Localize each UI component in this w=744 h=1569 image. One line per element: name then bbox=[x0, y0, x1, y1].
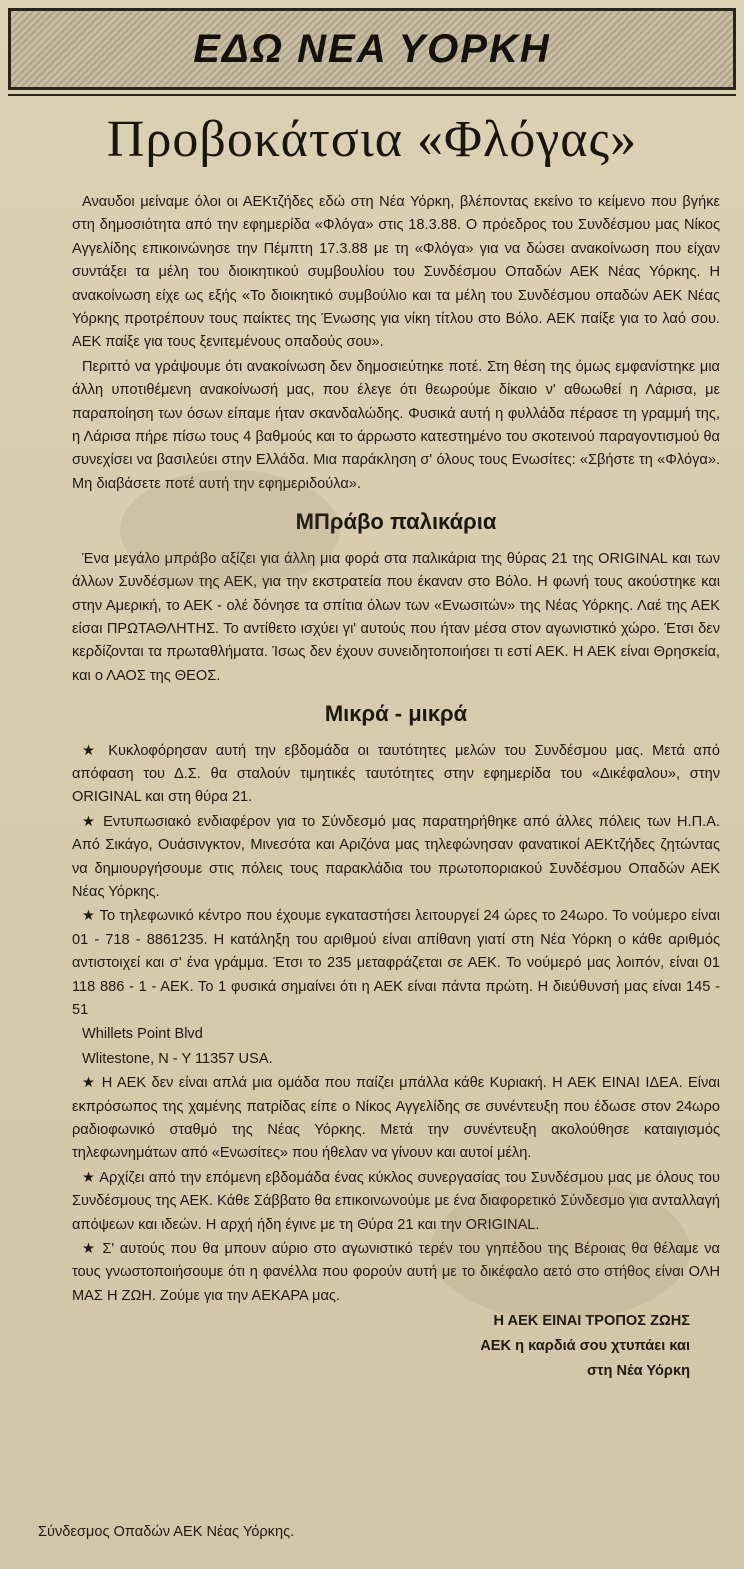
article-headline: Προβοκάτσια «Φλόγας» bbox=[106, 111, 638, 168]
bravo-paragraph: Ένα μεγάλο μπράβο αξίζει για άλλη μια φορά στα παλικάρια της θύρας 21 της ORIGINAL και των άλλων Συνδέσμων της ΑΕΚ, για την εκστρατεία που έκαναν στο Βόλο. Η φωνή τους ακούστηκε και στην Αμερική, το ΑΕΚ - ολέ δόνησε τα σπίτια όλων των «Ενωσιτών» της Νέας Υόρκης. Λαέ της ΑΕΚ είσαι ΠΡΩΤΑΘΛΗΤΗΣ. Το αντίθετο ισχύει γι' αυτούς που ήταν μέσα στον αγωνιστικό χώρο. Έτσι δεν κερδίζονται τα πρωταθλήματα. Ίσως δεν έχουν συνειδητοποιήσει τι εστί ΑΕΚ. Η ΑΕΚ είναι Θρησκεία, και ο ΛΑΟΣ της ΘΕΟΣ. bbox=[72, 550, 720, 684]
news-item: ★ Αρχίζει από την επόμενη εβδομάδα ένας κύκλος συνεργασίας του Συνδέσμου μας με όλους του Συνδέσμους της ΑΕΚ. Κάθε Σάββατο θα επικοινωνούμε με ένα διαφορετικό Σύνδεσμο για ανταλλαγή απόψεων και ιδεών. Η αρχή ήδη έγινε με τη Θύρα 21 και την ORIGINAL. bbox=[72, 1169, 720, 1233]
section-title-bravo: ΜΠράβο παλικάρια bbox=[295, 509, 497, 535]
address-line-1: Whillets Point Blvd bbox=[82, 1026, 203, 1043]
news-item: ★ Σ' αυτούς που θα μπουν αύριο στο αγωνιστικό τερέν του γηπέδου της Βέροιας θα θέλαμε να τους γνωστοποιήσουμε ότι η φανέλλα που φορούν αυτή με το δικέφαλο αετό στο στήθος είναι ΟΛΗ ΜΑΣ Η ΖΩΗ. Ζούμε για την ΑΕΚΑΡΑ μας. bbox=[72, 1241, 720, 1304]
news-item: ★ Εντυπωσιακό ενδιαφέρον για το Σύνδεσμό μας παρατηρήθηκε από άλλες πόλεις των Η.Π.Α. Από Σικάγο, Ουάσινγκτον, Μινεσότα και Αριζόνα μας τηλεφώνησαν φανατικοί ΑΕΚτζήδες ζητώντας να δημιουργήσουμε στις πόλεις τους παρακλάδια του πρωτοποριακού Συνδέσμου Οπαδών ΑΕΚ Νέας Υόρκης. bbox=[72, 813, 720, 900]
closing-line: στη Νέα Υόρκη bbox=[587, 1363, 690, 1380]
news-item: ★ Η ΑΕΚ δεν είναι απλά μια ομάδα που παίζει μπάλλα κάθε Κυριακή. Η ΑΕΚ ΕΙΝΑΙ ΙΔΕΑ. Είναι εκπρόσωπος της χαμένης πατρίδας είπε ο Νίκος Αγγελίδης σε συνέντευξη που έδωσε στον 24ωρο ραδιοφωνικό σταθμό της Νέας Υόρκης. Μετά την συνέντευξη ακολούθησε καταιγισμός τηλεφωνημάτων από «Ενωσίτες» που ήθελαν να γίνουν και αυτοί μέλη. bbox=[72, 1075, 720, 1162]
intro-paragraph-1: Αναυδοι μείναμε όλοι οι ΑΕΚτζήδες εδώ στη Νέα Υόρκη, βλέποντας εκείνο το κείμενο που βγήκε στη δημοσιότητα από την εφημερίδα «Φλόγα» στις 18.3.88. Ο πρόεδρος του Συνδέσμου μας Νίκος Αγγελίδης επικοινώνησε την Πέμπτη 17.3.88 με τη «Φλόγα» για να δώσει ανακοίνωση που είχαν συντάξει τα μέλη του διοικητικού συμβουλίου του Συνδέσμου Οπαδών ΑΕΚ Νέας Υόρκης. Η ανακοίνωση είχε ως εξής «Το διοικητικό συμβούλιο και τα μέλη του Συνδέσμου οπαδών ΑΕΚ Νέας Υόρκης προτρέπουν τους παίκτες της Ένωσης για νίκη τίτλου στο Βόλο. ΑΕΚ παίξε για το λαό σου. ΑΕΚ παίξε για τους ξενιτεμένους οπαδούς σου». bbox=[72, 194, 720, 351]
news-item: ★ Κυκλοφόρησαν αυτή την εβδομάδα οι ταυτότητες μελών του Συνδέσμου μας. Μετά από απόφαση του Δ.Σ. θα σταλούν τιμητικές ταυτότητες στην εφημερίδα του «Δικέφαλου», στην ORIGINAL και στη θύρα 21. bbox=[72, 742, 720, 806]
article-body bbox=[8, 191, 736, 1384]
address-line-2: Wlitestone, N - Y 11357 USA. bbox=[82, 1050, 273, 1067]
article-signature: Σύνδεσμος Οπαδών ΑΕΚ Νέας Υόρκης. bbox=[38, 1524, 295, 1540]
closing-line: Η ΑΕΚ ΕΙΝΑΙ ΤΡΟΠΟΣ ΖΩΗΣ bbox=[493, 1313, 690, 1330]
closing-line: ΑΕΚ η καρδιά σου χτυπάει και bbox=[480, 1338, 690, 1355]
section-title-short-news: Μικρά - μικρά bbox=[324, 701, 468, 727]
banner-rule bbox=[8, 94, 736, 96]
closing-slogan bbox=[72, 1309, 720, 1384]
column-banner bbox=[8, 8, 736, 90]
intro-paragraph-2: Περιττό να γράψουμε ότι ανακοίνωση δεν δημοσιεύτηκε ποτέ. Στη θέση της όμως εμφανίστηκε μια άλλη υποτιθέμενη ανακοίνωσή μας, που έλεγε ότι θεωρούμε δίκαιο ν' αθωωθεί η Λάρισα, με παραποίηση των όσων είπαμε ήταν σκανδαλώδης. Φυσικά αυτή η φυλλάδα πέρασε τη γραμμή της, η Λάρισα πήρε πίσω τους 4 βαθμούς και το άρρωστο κατεστημένο του σκοτεινού παραγοντισμού θα συνεχίσει να βασιλεύει στην Ελλάδα. Μια παράκληση σ' όλους τους Ενωσίτες: «Σβήστε τη «Φλόγα». Μη διαβάσετε ποτέ αυτή την εφημεριδούλα». bbox=[72, 358, 720, 492]
banner-title: ΕΔΩ ΝΕΑ ΥΟΡΚΗ bbox=[193, 26, 551, 71]
news-item: ★ Το τηλεφωνικό κέντρο που έχουμε εγκαταστήσει λειτουργεί 24 ώρες το 24ωρο. Το νούμερο είναι 01 - 718 - 8861235. Η κατάληξη του αριθμού είναι απίθανη γιατί στη Νέα Υόρκη ο κάθε αριθμός αντιστοιχεί και σ' ένα γράμμα. Έτσι το 235 μεταφράζεται σε ΑΕΚ. Το νούμερό μας λοιπόν, είναι 01 118 886 - 1 - ΑΕΚ. Το 1 φυσικά σημαίνει ότι η ΑΕΚ είναι πάντα πρώτη. Η διεύθυνσή μας είναι 145 - 51 bbox=[72, 908, 720, 1018]
